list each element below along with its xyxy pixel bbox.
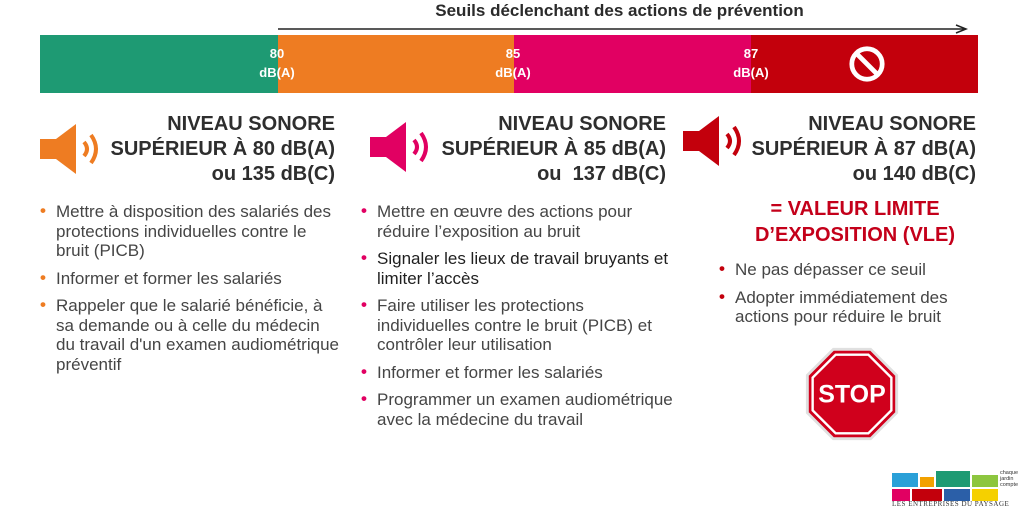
speaker-icon [40,122,104,178]
no-entry-icon [848,45,886,83]
timeline-arrow [278,24,970,34]
heading-line: NIVEAU SONORE [808,113,976,135]
heading-line: NIVEAU SONORE [167,113,335,135]
threshold-unit: dB(A) [495,65,531,80]
list-item-text: Signaler les lieux de travail bruyants et limiter l’accès [377,249,669,288]
segment-orange [278,35,514,93]
segment-green [40,35,278,93]
tagline-line: chaque [1000,470,1019,476]
stop-sign-text: STOP [818,380,886,409]
list-item: • Informer et former les salariés [40,267,282,288]
list-item-text: Mettre en œuvre des actions pour réduire l’exposition au bruit [377,202,633,241]
list-item: • Adopter immédiatement des actions pour réduire le bruit [719,286,948,326]
action-list [361,202,673,437]
vle-line: = VALEUR LIMITE [770,198,940,220]
threshold-bar [40,35,978,93]
list-item-text: Faire utiliser les protections individuelles contre le bruit (PICB) et contrôler leur utilisation [377,296,652,354]
list-item: • Ne pas dépasser ce seuil [719,259,926,279]
heading-line: ou 135 dB(C) [211,163,335,185]
column-heading [100,112,335,187]
list-item-text: Ne pas dépasser ce seuil [735,260,926,279]
threshold-unit: dB(A) [733,65,769,80]
list-item: • Rappeler que le salarié bénéficie, à sa demande ou à celle du médecin du travail d'un examen audiométrique préventif [40,295,339,374]
list-item-text: Adopter immédiatement des actions pour réduire le bruit [735,287,948,326]
tagline-line: jardin [1000,476,1014,482]
threshold-value: 80 [269,46,285,61]
column-heading [420,112,666,187]
diagram-title: Seuils déclenchant des actions de prévention [435,1,804,20]
action-list [719,260,981,335]
list-item: • Signaler les lieux de travail bruyants et limiter l’accès [361,248,669,288]
heading-line: SUPÉRIEUR À 87 dB(A) [751,138,976,160]
vle-line: D’EXPOSITION (VLE) [754,224,956,246]
list-item: • Programmer un examen audiométrique avec la médecine du travail [361,389,673,429]
list-item-text: Mettre à disposition des salariés des protections individuelles contre le bruit (PICB) [56,202,331,260]
tagline-line: compte [1000,482,1019,488]
threshold-value: 87 [743,46,759,61]
threshold-value: 85 [505,46,521,61]
list-item-text: Programmer un examen audiométrique avec la médecine du travail [377,390,673,429]
threshold-80 [247,44,307,82]
list-item: • Mettre en œuvre des actions pour réduire l’exposition au bruit [361,201,633,241]
threshold-unit: dB(A) [259,65,295,80]
list-item: • Informer et former les salariés [361,361,603,382]
heading-line: NIVEAU SONORE [498,113,666,135]
action-list [40,202,340,382]
logo-name: LES ENTREPRISES DU PAYSAGE [892,500,1010,508]
threshold-87 [721,44,781,82]
logo-tagline [1000,470,1018,488]
list-item: • Mettre à disposition des salariés des protections individuelles contre le bruit (PICB) [40,201,331,260]
heading-line: ou 137 dB(C) [537,163,666,185]
threshold-85 [483,44,543,82]
segment-magenta [514,35,751,93]
heading-line: SUPÉRIEUR À 80 dB(A) [110,138,335,160]
column-heading [735,112,976,187]
vle-label [720,196,990,248]
list-item-text: Rappeler que le salarié bénéficie, à sa demande ou à celle du médecin du travail d'un examen audiométrique préventif [56,296,339,374]
list-item-text: Informer et former les salariés [377,362,603,382]
heading-line: ou 140 dB(C) [852,163,976,185]
list-item: • Faire utiliser les protections individuelles contre le bruit (PICB) et contrôler leur utilisation [361,295,652,354]
stop-sign-icon [804,346,900,442]
heading-line: SUPÉRIEUR À 85 dB(A) [441,138,666,160]
list-item-text: Informer et former les salariés [56,268,282,288]
